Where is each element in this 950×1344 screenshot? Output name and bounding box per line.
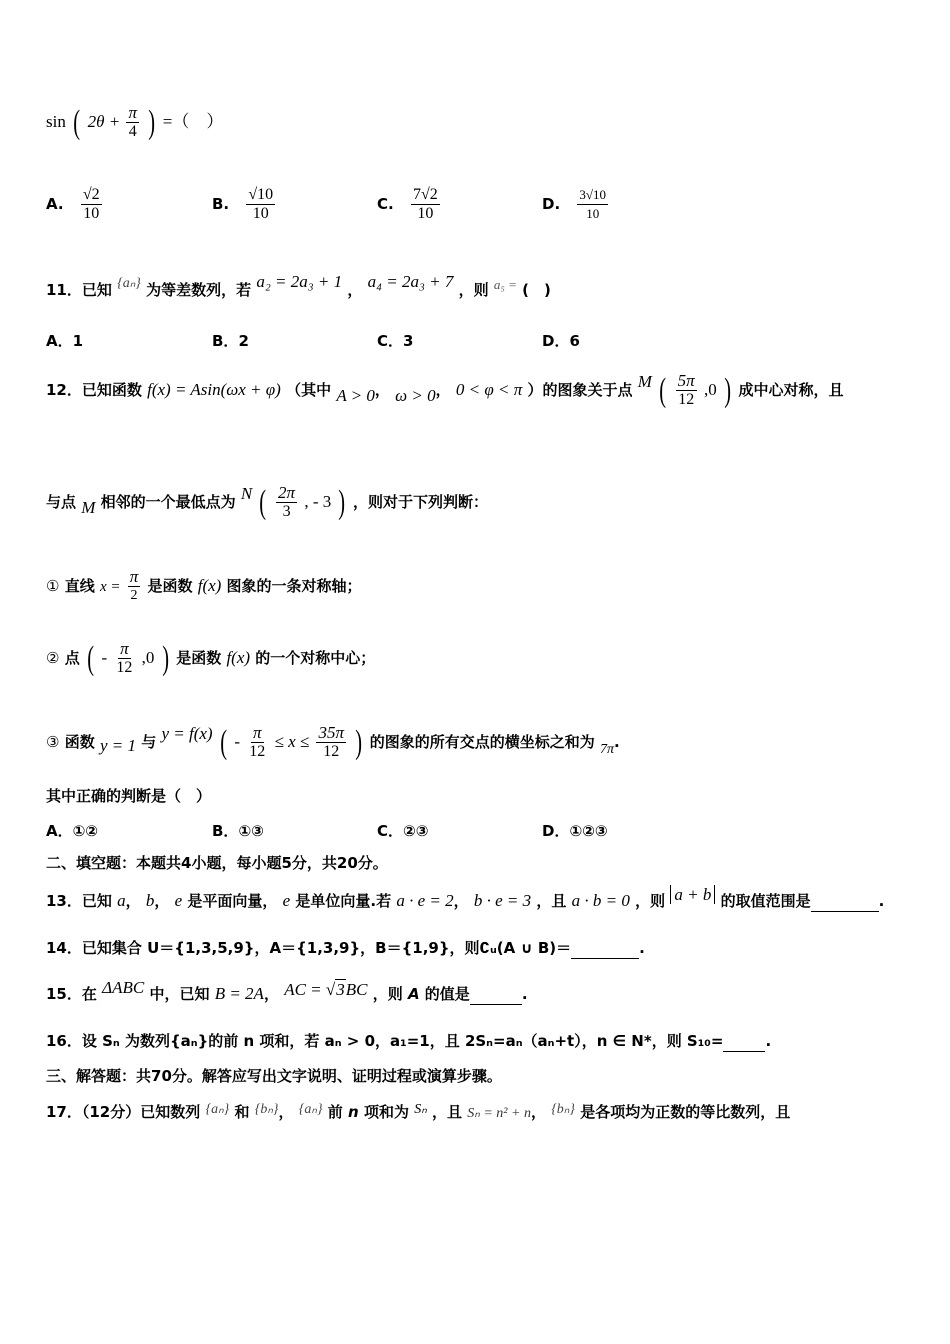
q16-text: 16．设 Sₙ 为数列{aₙ}的前 n 项和，若 aₙ > 0，a₁=1，且 2Sₙ=aₙ（aₙ+t），n ∈ N*，则 S₁₀=	[46, 1032, 724, 1050]
judgment-text-2: 是函数	[176, 649, 222, 667]
option-letter: B．	[212, 822, 239, 840]
q11-text-1: 为等差数列，若	[146, 281, 252, 299]
q10-option-a[interactable]	[46, 186, 104, 223]
left-paren: (	[259, 483, 267, 521]
q10-option-b[interactable]	[212, 186, 277, 223]
judgment-mark: ③	[46, 733, 60, 751]
q15-eq2-right: BC	[345, 980, 368, 999]
frac-den: 12	[116, 659, 133, 676]
q13-a: a	[117, 891, 126, 910]
section-3-heading	[46, 1066, 502, 1086]
q14-end: .	[639, 939, 645, 957]
q12-option-d[interactable]	[542, 820, 608, 841]
q17-an: {aₙ}	[205, 1102, 230, 1117]
q12-line2-text-2: 相邻的一个最低点为	[100, 493, 236, 511]
q12-judgment-3	[46, 724, 620, 761]
q11-option-d[interactable]	[542, 330, 580, 351]
option-letter: D.	[542, 195, 561, 213]
q17-stem	[46, 1102, 790, 1124]
left-paren: (	[73, 103, 81, 141]
q10-tail: =（ ）	[162, 112, 224, 131]
judgment-text-3: 的图象的所有交点的横坐标之和为	[369, 733, 595, 751]
q14-text: 14．已知集合 U＝{1,3,5,9}，A＝{1,3,9}，B＝{1,9}，则∁ᵤ(A ∪ B)＝	[46, 939, 572, 957]
judgment-text-3: 的一个对称中心；	[255, 649, 376, 667]
q15-answer-blank[interactable]	[470, 984, 522, 1005]
option-letter: B．	[212, 332, 239, 350]
q11-number: 11．已知	[46, 281, 112, 299]
option-letter: D．	[542, 332, 570, 350]
q17-text-3: 项和为	[363, 1103, 409, 1121]
judgment-text-3: 图象的一条对称轴；	[226, 577, 362, 595]
conclusion-text: 其中正确的判断是（ ）	[46, 787, 212, 805]
option-value: ②③	[403, 822, 429, 840]
q17-bn: {bₙ}	[254, 1102, 279, 1117]
q13-e2: e	[282, 891, 291, 910]
q12-judgment-1	[46, 568, 362, 605]
q15-sep: ，	[263, 985, 279, 1003]
q12-pm-frac	[676, 372, 697, 409]
right-paren: )	[161, 639, 169, 677]
frac-num: 5π	[677, 371, 695, 390]
option-letter: D．	[542, 822, 570, 840]
option-value: 3	[403, 332, 414, 350]
option-letter: C.	[377, 195, 394, 213]
right-paren: )	[355, 723, 363, 761]
q17-text-1: 和	[234, 1103, 250, 1121]
q12-number: 12．已知函数	[46, 381, 142, 399]
q12-fn: f(x) = Asin(ωx + φ)	[147, 380, 281, 399]
q12-line2-text-3: ，则对于下列判断：	[353, 493, 489, 511]
q15-number: 15．在	[46, 985, 97, 1003]
option-frac	[577, 186, 608, 223]
frac-num: √2	[82, 186, 100, 203]
frac-den: 10	[586, 206, 600, 221]
judgment-frac	[114, 640, 134, 677]
q12-point-n: N	[240, 484, 253, 503]
frac-den: 12	[678, 391, 695, 408]
option-frac	[81, 186, 102, 223]
q15-eq2: AC = √3BC	[284, 980, 368, 999]
q13-b: b	[145, 891, 155, 910]
q13-answer-blank[interactable]	[811, 891, 879, 912]
frac-num: 2π	[278, 483, 296, 502]
q11-eq1: a₂ = 2a₃ + 1	[256, 272, 343, 291]
q15-text-2: ，则	[372, 985, 403, 1003]
q13-e: e	[174, 891, 183, 910]
judgment-mark: ①	[46, 577, 60, 595]
q11-text-3: ( )	[522, 281, 551, 299]
frac-den: 3	[282, 503, 291, 520]
frac-den: 4	[128, 123, 137, 140]
judgment-fx: f(x)	[226, 648, 251, 667]
q12-cond-3: 0 < φ < π	[455, 380, 523, 399]
q17-n: n	[348, 1103, 359, 1121]
q15-eq2-left: AC =	[284, 980, 326, 999]
judgment-text-1: 函数	[64, 733, 95, 751]
q11-stem	[46, 272, 551, 302]
q13-eq3: a · b = 0	[571, 891, 630, 910]
q13-end: .	[878, 892, 885, 910]
q12-option-b[interactable]	[212, 820, 264, 841]
q12-pn-tail: , - 3	[304, 492, 332, 511]
q10-inner: 2θ +	[87, 112, 125, 131]
frac-den: 2	[130, 588, 138, 603]
q12-option-c[interactable]	[377, 820, 428, 841]
q17-text-5: 是各项均为正数的等比数列，且	[580, 1103, 791, 1121]
right-paren: )	[148, 103, 156, 141]
q15-eq1: B = 2A	[214, 984, 264, 1003]
option-letter: B.	[212, 195, 230, 213]
judgment-fx: f(x)	[197, 576, 222, 595]
judgment-answer: 7π	[600, 742, 615, 757]
q10-fn: sin	[46, 112, 66, 131]
q13-number: 13．已知	[46, 892, 112, 910]
q13-sep1: ，	[125, 892, 141, 910]
q17-eq: Sₙ = n² + n	[467, 1106, 531, 1121]
q12-stem: 12．已知函数 f(x) = Asin(ωx + φ) （其中 A > 0， ω > 0， 0 < φ < π ）的图象关于点 M ( $\frac{5\pi}{12}$ ,0 ) 成中心对称，且	[46, 371, 844, 409]
q12-cond-1: A > 0	[336, 386, 375, 405]
judgment-neg: -	[234, 732, 241, 751]
frac-num: π	[253, 723, 262, 742]
left-paren: (	[659, 371, 667, 409]
q15-stem	[46, 978, 528, 1005]
judgment-mark: ②	[46, 649, 60, 667]
q12-line-2	[46, 484, 488, 521]
q15-text-1: 中，已知	[149, 985, 210, 1003]
q17-sn: Sₙ	[414, 1102, 427, 1117]
q17-text-4: ，且	[432, 1103, 463, 1121]
q13-text-1: 是平面向量，	[187, 892, 278, 910]
left-paren: (	[87, 639, 94, 677]
frac-num: π	[120, 639, 129, 658]
q11-option-c[interactable]	[377, 330, 413, 351]
judgment-text-2: 与	[141, 733, 157, 751]
q17-sep2: ，	[530, 1103, 546, 1121]
q17-text-2: 前	[327, 1103, 343, 1121]
option-letter: A．	[46, 332, 73, 350]
q13-stem	[46, 885, 885, 912]
q10-option-c[interactable]	[377, 186, 442, 223]
q12-point-m: M	[637, 372, 652, 391]
q13-text-3: ，且	[536, 892, 567, 910]
judgment-end: .	[614, 733, 620, 751]
q10-frac	[126, 104, 139, 141]
judgment-frac-2	[316, 724, 346, 761]
q16-answer-blank[interactable]	[723, 1031, 765, 1052]
frac-den: 10	[417, 205, 434, 222]
q11-comma: ，	[347, 281, 363, 299]
q11-eq2: a₄ = 2a₃ + 7	[367, 272, 454, 291]
section-3-text: 三、解答题：共70分。解答应写出文字说明、证明过程或演算步骤。	[46, 1067, 502, 1085]
option-value: 6	[569, 332, 580, 350]
q14-answer-blank[interactable]	[571, 938, 639, 959]
q17-sep: ，	[278, 1103, 294, 1121]
q17-bn-2: {bₙ}	[551, 1102, 575, 1117]
option-letter: A.	[46, 195, 64, 213]
frac-num: 7√2	[412, 186, 438, 203]
q12-text-1: （其中	[286, 381, 332, 399]
q12-pm-tail: ,0	[703, 380, 717, 399]
q15-end: .	[521, 985, 528, 1003]
section-2-heading	[46, 853, 388, 873]
q17-number: 17．（12分）已知数列	[46, 1103, 201, 1121]
judgment-neg: -	[101, 648, 108, 667]
judgment-text-2: 是函数	[147, 577, 193, 595]
frac-num: √10	[248, 186, 274, 203]
frac-den: 10	[252, 205, 269, 222]
q11-option-b[interactable]	[212, 330, 249, 351]
q10-option-d[interactable]	[542, 186, 610, 223]
q13-eq1: a · e = 2	[396, 891, 454, 910]
q11-seq: {aₙ}	[117, 276, 141, 291]
q13-sep3: ，	[453, 892, 469, 910]
frac-num: 35π	[318, 723, 344, 742]
q13-text-2: 是单位向量.若	[295, 892, 392, 910]
q13-eq2: b · e = 3	[473, 891, 532, 910]
option-value: 2	[238, 332, 249, 350]
q11-target: a₅ =	[493, 277, 517, 292]
left-paren: (	[220, 723, 227, 761]
q14-stem	[46, 938, 645, 959]
q12-line2-text-1: 与点	[46, 493, 77, 511]
q15-a: A	[407, 985, 420, 1003]
q12-option-a[interactable]	[46, 820, 98, 841]
option-value: ①②	[72, 822, 99, 840]
judgment-text-1: 点	[64, 649, 80, 667]
frac-num: π	[129, 567, 139, 586]
q12-pn-frac	[276, 484, 297, 521]
q12-line2-m: M	[81, 498, 96, 517]
q10-stem	[46, 104, 223, 141]
right-paren: )	[724, 371, 731, 409]
q16-end: .	[765, 1032, 772, 1050]
q15-triangle: ΔABC	[102, 978, 145, 997]
right-paren: )	[338, 483, 346, 521]
option-letter: C．	[377, 822, 404, 840]
option-value: ①③	[238, 822, 264, 840]
q13-sep2: ，	[154, 892, 170, 910]
q11-option-a[interactable]	[46, 330, 83, 351]
judgment-text-1: 直线	[64, 577, 95, 595]
q13-text-5: 的取值范围是	[720, 892, 811, 910]
q17-an-2: {aₙ}	[298, 1102, 323, 1117]
judgment-y2: y = f(x)	[161, 724, 213, 743]
q12-conclusion	[46, 786, 211, 806]
q13-abs: a + b	[670, 885, 715, 904]
option-letter: C．	[377, 332, 404, 350]
q15-eq2-sqrt: 3	[336, 980, 345, 999]
q12-cond-2: ω > 0	[395, 386, 436, 405]
option-value: ①②③	[569, 822, 608, 840]
q13-text-4: ，则	[635, 892, 666, 910]
frac-den: 10	[83, 205, 100, 222]
option-frac	[411, 186, 440, 223]
frac-den: 12	[323, 743, 340, 760]
option-frac	[246, 186, 275, 223]
option-value: 1	[72, 332, 84, 350]
judgment-y1: y = 1	[99, 736, 136, 755]
judgment-frac-1	[247, 724, 267, 761]
judgment-x: x =	[99, 579, 121, 595]
q15-text-3: 的值是	[424, 985, 470, 1003]
judgment-tail: ,0	[141, 648, 155, 667]
q12-judgment-2	[46, 640, 375, 677]
judgment-mid: ≤ x ≤	[274, 732, 310, 751]
option-letter: A．	[46, 822, 73, 840]
frac-den: 12	[249, 743, 266, 760]
judgment-frac	[128, 568, 141, 605]
frac-num: 3√10	[577, 186, 608, 205]
q12-text-3: 成中心对称，且	[738, 381, 844, 399]
frac-num: π	[128, 103, 137, 122]
q11-text-2: ，则	[458, 281, 489, 299]
section-2-text: 二、填空题：本题共4小题，每小题5分，共20分。	[46, 854, 388, 872]
q16-stem	[46, 1031, 771, 1052]
q12-text-2: ）的图象关于点	[527, 381, 633, 399]
